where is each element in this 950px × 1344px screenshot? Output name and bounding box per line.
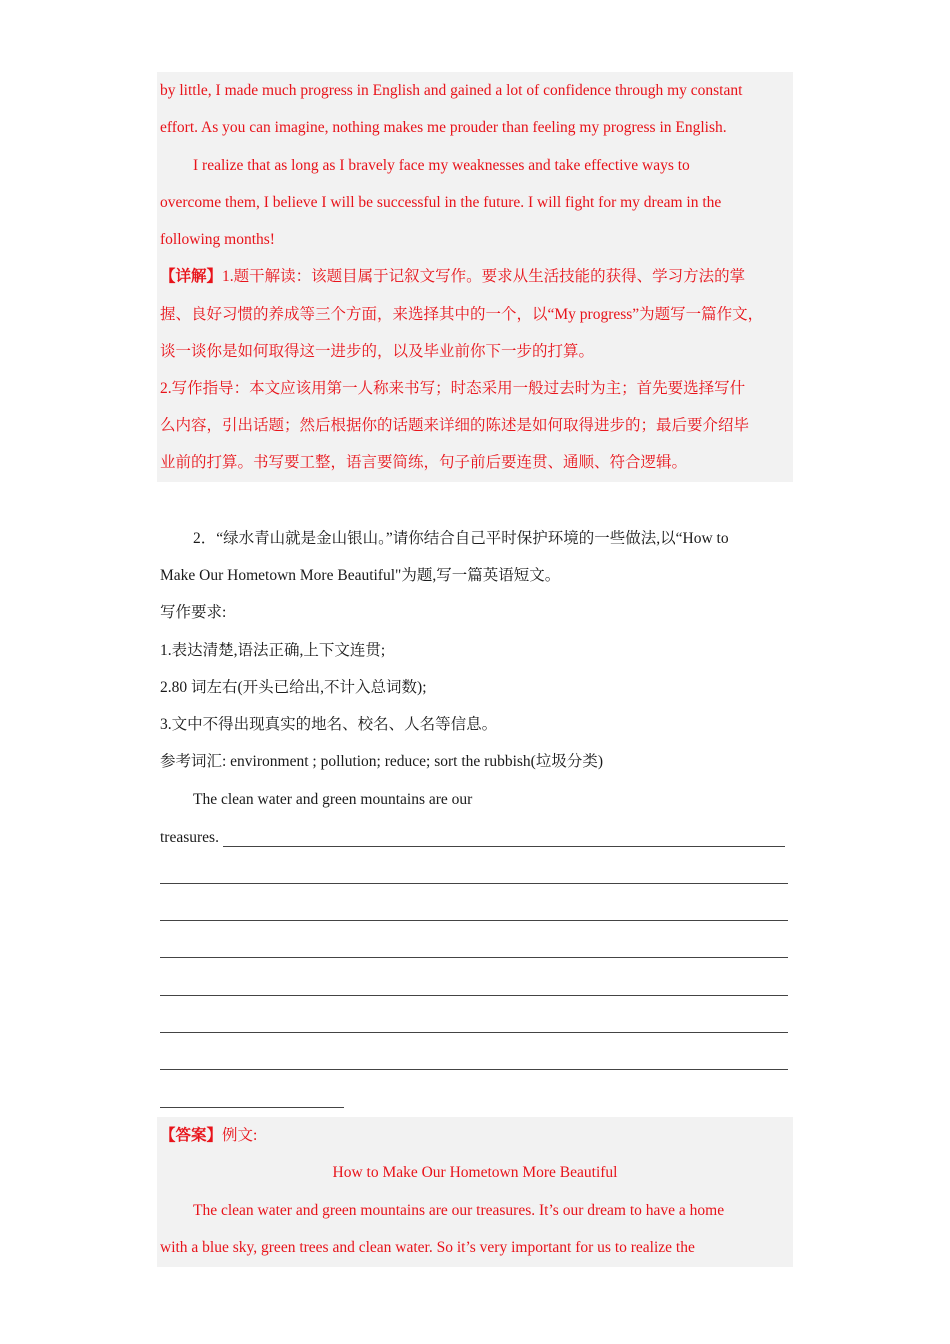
answer2-heading <box>160 1126 257 1146</box>
answer1-line-4: overcome them, I believe I will be successful in the future. I will fight for my dream in the <box>160 194 722 211</box>
explain-line-3: 谈一谈你是如何取得这一进步的，以及毕业前你下一步的打算。 <box>160 343 595 360</box>
answer-tag: 【答案】 <box>160 1127 223 1144</box>
essay-start-2: treasures. <box>160 829 219 846</box>
explain-tag: 【详解】 <box>160 268 223 285</box>
essay-start-1: The clean water and green mountains are our <box>193 791 473 808</box>
writing-line <box>160 1032 788 1033</box>
question2-line-1: 2．“绿水青山就是金山银山。”请你结合自己平时保护环境的一些做法,以“How to <box>193 530 729 547</box>
writing-line <box>160 920 788 921</box>
writing-line <box>223 846 785 847</box>
explain-text-1: 1.题干解读：该题目属于记叙文写作。要求从生活技能的获得、学习方法的掌 <box>222 268 746 285</box>
requirement-3: 3.文中不得出现真实的地名、校名、人名等信息。 <box>160 716 498 733</box>
requirement-1: 1.表达清楚,语法正确,上下文连贯; <box>160 642 386 659</box>
answer1-line-1: by little, I made much progress in English and gained a lot of confidence through my constant <box>160 82 743 99</box>
essay-line-1: The clean water and green mountains are our treasures. It’s our dream to have a home <box>193 1202 725 1219</box>
answer1-line-5: following months! <box>160 231 275 248</box>
writing-line <box>160 883 788 884</box>
vocabulary: 参考词汇: environment ; pollution; reduce; sort the rubbish(垃圾分类) <box>160 753 603 770</box>
writing-line <box>160 1107 344 1108</box>
explain-line-1 <box>160 267 745 287</box>
writing-line <box>160 995 788 996</box>
question2-line-2: Make Our Hometown More Beautiful"为题,写一篇英语短文。 <box>160 567 561 584</box>
requirement-2: 2.80 词左右(开头已给出,不计入总词数); <box>160 679 427 696</box>
essay-line-2: with a blue sky, green trees and clean water. So it’s very important for us to realize the <box>160 1239 695 1256</box>
essay-title: How to Make Our Hometown More Beautiful <box>332 1164 618 1181</box>
explain-line-4: 2.写作指导：本文应该用第一人称来书写；时态采用一般过去时为主；首先要选择写什 <box>160 380 746 397</box>
answer-label: 例文: <box>222 1127 258 1144</box>
writing-line <box>160 1069 788 1070</box>
explain-line-5: 么内容，引出话题；然后根据你的话题来详细的陈述是如何取得进步的；最后要介绍毕 <box>160 417 750 434</box>
writing-line <box>160 957 788 958</box>
requirements-title: 写作要求: <box>160 604 227 621</box>
answer1-line-3: I realize that as long as I bravely face my weaknesses and take effective ways to <box>193 157 690 174</box>
answer1-line-2: effort. As you can imagine, nothing makes me prouder than feeling my progress in English. <box>160 119 727 136</box>
explain-line-2: 握、良好习惯的养成等三个方面，来选择其中的一个，以“My progress”为题写一篇作文， <box>160 306 764 323</box>
explain-line-6: 业前的打算。书写要工整，语言要简练，句子前后要连贯、通顺、符合逻辑。 <box>160 454 688 471</box>
